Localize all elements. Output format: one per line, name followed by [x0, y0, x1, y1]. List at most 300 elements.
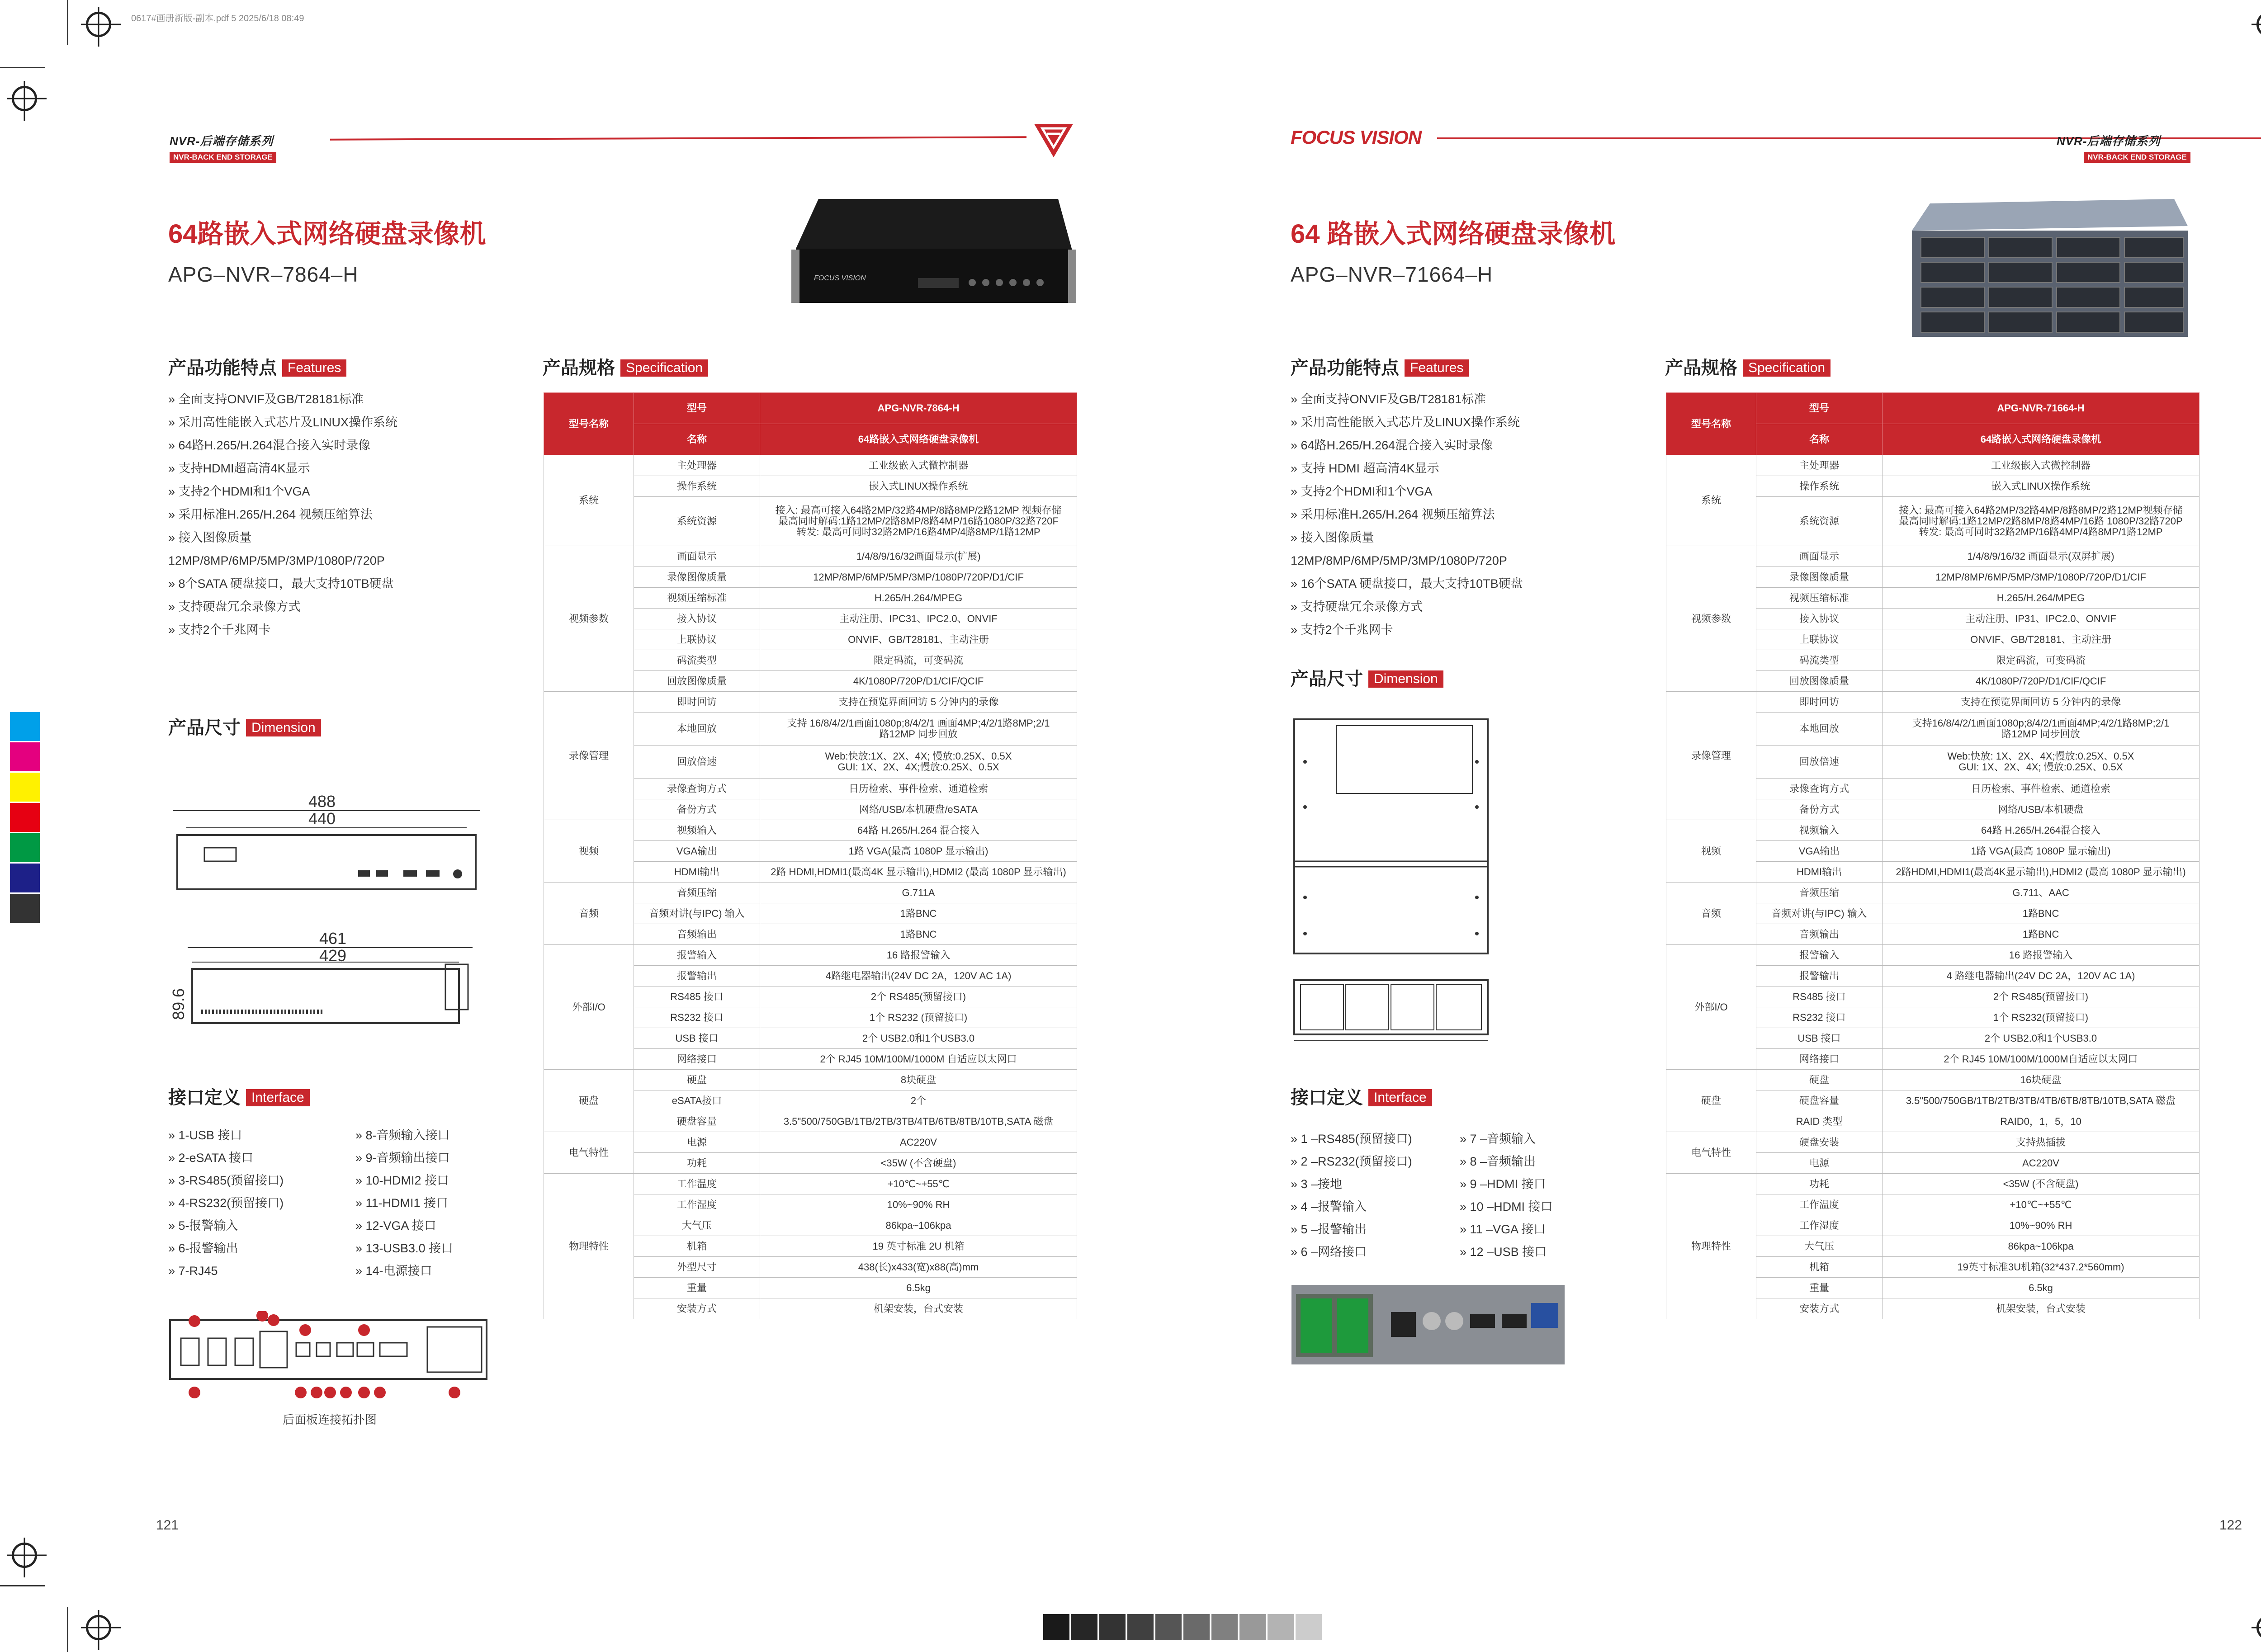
feature-item: » 接入图像质量 [168, 531, 252, 544]
spec-key-cell: 重量 [1756, 1278, 1883, 1298]
spec-key-cell: VGA输出 [1756, 841, 1883, 862]
spec-value-cell: 16 路报警输入 [760, 945, 1077, 966]
dim-depth-outer: 461 [319, 929, 347, 948]
spec-value-cell: 8块硬盘 [760, 1070, 1077, 1090]
spec-value-cell: +10℃~+55℃ [760, 1174, 1077, 1194]
spec-value-cell: 支持 16/8/4/2/1画面1080p;8/4/2/1 画面4MP;4/2/1路8MP;2/1 路12MP 同步回放 [760, 713, 1077, 746]
series-sublabel: NVR-BACK END STORAGE [2084, 152, 2190, 163]
feature-item: » 64路H.265/H.264混合接入实时录像 [1291, 439, 1493, 452]
svg-text:FOCUS VISION: FOCUS VISION [814, 274, 866, 282]
spec-value-cell: 1路 VGA(最高 1080P 显示输出) [1883, 841, 2200, 862]
spec-value-cell: 2路HDMI,HDMI1(最高4K显示输出),HDMI2 (最高 1080P 显示输出) [1883, 862, 2200, 883]
spec-tag: Specification [1743, 359, 1831, 377]
spec-key-cell: 回放倍速 [634, 746, 760, 779]
spec-key-cell: 码流类型 [634, 650, 760, 671]
print-header: 0617#画册新版-副本.pdf 5 2025/6/18 08:49 [131, 14, 304, 24]
spec-group-cell: 系统 [544, 455, 634, 546]
spec-value-cell: Web:快放:1X、2X、4X; 慢放:0.25X、0.5X GUI: 1X、2X、4X;慢放:0.25X、0.5X [760, 746, 1077, 779]
spec-value-cell: APG-NVR-7864-H [760, 393, 1077, 424]
spec-row [1666, 1174, 2200, 1194]
spec-value-cell: ONVIF、GB/T28181、主动注册 [760, 629, 1077, 650]
spec-key-cell: 硬盘 [1756, 1070, 1883, 1090]
spec-key-cell: 工作温度 [634, 1174, 760, 1194]
spec-value-cell: 16块硬盘 [1883, 1070, 2200, 1090]
interface-item: » 6 –网络接口 [1291, 1245, 1367, 1259]
spec-key-cell: 硬盘容量 [1756, 1090, 1883, 1111]
product-title: 64路嵌入式网络硬盘录像机 [168, 219, 486, 249]
dimension-heading: 产品尺寸 Dimension [1291, 665, 1443, 690]
spec-key-cell: 硬盘容量 [634, 1111, 760, 1132]
spec-key-cell: RS485 接口 [1756, 986, 1883, 1007]
feature-item: » 采用标准H.265/H.264 视频压缩算法 [1291, 508, 1495, 521]
spec-key-cell: 大气压 [1756, 1236, 1883, 1257]
spec-key-cell: 报警输入 [634, 945, 760, 966]
spec-value-cell: 3.5"500/750GB/1TB/2TB/3TB/4TB/6TB/8TB/10TB,SATA 磁盘 [1883, 1090, 2200, 1111]
spec-value-cell: 1路BNC [760, 924, 1077, 945]
spec-key-cell: 名称 [1756, 424, 1883, 455]
spec-value-cell: 438(长)x433(宽)x88(高)mm [760, 1257, 1077, 1278]
feature-item: » 支持HDMI超高清4K显示 [168, 462, 310, 475]
spec-key-cell: 名称 [634, 424, 760, 455]
spec-value-cell: 64路 H.265/H.264混合接入 [1883, 820, 2200, 841]
spec-heading: 产品规格 Specification [543, 354, 708, 379]
interface-item: » 3-RS485(预留接口) [168, 1174, 284, 1187]
front-view-drawing [168, 807, 485, 897]
spec-key-cell: 大气压 [634, 1215, 760, 1236]
interface-item: » 14-电源接口 [355, 1264, 432, 1278]
features-tag: Features [1405, 359, 1469, 377]
spec-key-cell: 音频输出 [634, 924, 760, 945]
interface-item: » 9 –HDMI 接口 [1460, 1177, 1546, 1191]
dimension-tag: Dimension [1368, 670, 1443, 688]
spec-group-cell: 音频 [544, 883, 634, 945]
features-heading: 产品功能特点 Features [168, 354, 346, 379]
spec-value-cell: 10%~90% RH [760, 1194, 1077, 1215]
spec-key-cell: RS232 接口 [634, 1007, 760, 1028]
spec-key-cell: 接入协议 [634, 609, 760, 629]
spec-table [1666, 392, 2200, 1319]
spec-value-cell: <35W (不含硬盘) [1883, 1174, 2200, 1194]
spec-key-cell: 音频输出 [1756, 924, 1883, 945]
feature-item: » 8个SATA 硬盘接口，最大支持10TB硬盘 [168, 577, 394, 590]
spec-table [544, 392, 1077, 1319]
interface-heading: 接口定义 Interface [168, 1083, 310, 1109]
spec-value-cell: <35W (不含硬盘) [760, 1153, 1077, 1174]
spec-value-cell: 支持在预览界面回访 5 分钟内的录像 [1883, 692, 2200, 713]
spec-key-cell: 音频压缩 [1756, 883, 1883, 903]
side-view-drawing [183, 944, 482, 1030]
header-rule [330, 136, 1026, 140]
spec-key-cell: 主处理器 [634, 455, 760, 476]
spec-key-cell: 回放倍速 [1756, 746, 1883, 779]
spec-key-cell: 本地回放 [1756, 713, 1883, 746]
spec-row [544, 1132, 1077, 1153]
spec-key-cell: 网络接口 [1756, 1049, 1883, 1070]
spec-value-cell: 64路 H.265/H.264 混合接入 [760, 820, 1077, 841]
spec-key-cell: 操作系统 [634, 476, 760, 497]
feature-item: 12MP/8MP/6MP/5MP/3MP/1080P/720P [1291, 554, 1507, 567]
feature-item: » 支持2个HDMI和1个VGA [168, 485, 310, 498]
spec-value-cell: AC220V [1883, 1153, 2200, 1174]
series-label: NVR-后端存储系列 [2057, 134, 2161, 148]
spec-key-cell: 工作湿度 [634, 1194, 760, 1215]
spec-key-cell: 型号 [1756, 393, 1883, 424]
spec-key-cell: VGA输出 [634, 841, 760, 862]
top-view-drawing [1291, 717, 1490, 956]
interface-item: » 13-USB3.0 接口 [355, 1241, 454, 1255]
spec-row [544, 455, 1077, 476]
spec-value-cell: 2个 USB2.0和1个USB3.0 [760, 1028, 1077, 1049]
rear-panel-diagram [167, 1311, 493, 1402]
rear-panel-caption: 后面板连接拓扑图 [283, 1413, 377, 1426]
feature-item: » 16个SATA 硬盘接口，最大支持10TB硬盘 [1291, 577, 1523, 590]
dim-height: 89.6 [169, 988, 188, 1020]
spec-value-cell: 限定码流，可变码流 [1883, 650, 2200, 671]
spec-group-cell: 系统 [1666, 455, 1756, 546]
spec-value-cell: 1/4/8/9/16/32画面显示(扩展) [760, 546, 1077, 567]
spec-key-cell: 录像查询方式 [1756, 779, 1883, 799]
spec-row [1666, 1132, 2200, 1153]
spec-key-cell: 机箱 [634, 1236, 760, 1257]
spec-value-cell: 4K/1080P/720P/D1/CIF/QCIF [1883, 671, 2200, 692]
spec-group-cell: 录像管理 [1666, 692, 1756, 820]
spec-value-cell: 主动注册、IP31、IPC2.0、ONVIF [1883, 609, 2200, 629]
spec-value-cell: 16 路报警输入 [1883, 945, 2200, 966]
spec-row [1666, 1070, 2200, 1090]
spec-value-cell: 2个 [760, 1090, 1077, 1111]
spec-row [544, 820, 1077, 841]
spec-value-cell: 网络/USB/本机硬盘 [1883, 799, 2200, 820]
series-sublabel: NVR-BACK END STORAGE [170, 152, 276, 163]
spec-row [1666, 883, 2200, 903]
spec-value-cell: 支持在预览界面回访 5 分钟内的录像 [760, 692, 1077, 713]
product-photo-nvr-3u [1903, 199, 2192, 344]
spec-key-cell: 安装方式 [1756, 1298, 1883, 1319]
spec-value-cell: G.711A [760, 883, 1077, 903]
spec-value-cell: G.711、AAC [1883, 883, 2200, 903]
spec-value-cell: 6.5kg [1883, 1278, 2200, 1298]
spec-key-cell: 画面显示 [634, 546, 760, 567]
spec-key-cell: 上联协议 [634, 629, 760, 650]
spec-key-cell: 工作湿度 [1756, 1215, 1883, 1236]
interface-item: » 1-USB 接口 [168, 1128, 242, 1142]
spec-key-cell: RAID 类型 [1756, 1111, 1883, 1132]
spec-row [1666, 820, 2200, 841]
spec-key-cell: RS485 接口 [634, 986, 760, 1007]
spec-key-cell: 码流类型 [1756, 650, 1883, 671]
spec-key-cell: 主处理器 [1756, 455, 1883, 476]
spec-key-cell: 视频压缩标准 [1756, 588, 1883, 609]
interface-item: » 2-eSATA 接口 [168, 1151, 254, 1165]
spec-value-cell: 机架安装，台式安装 [1883, 1298, 2200, 1319]
interface-list-col2 [1460, 1128, 1553, 1263]
spec-value-cell: 主动注册、IPC31、IPC2.0、ONVIF [760, 609, 1077, 629]
interface-item: » 11-HDMI1 接口 [355, 1196, 449, 1210]
spec-value-cell: 19 英寸标准 2U 机箱 [760, 1236, 1077, 1257]
spec-header-row [1666, 393, 2200, 424]
spec-tag: Specification [620, 359, 708, 377]
spec-key-cell: 备份方式 [634, 799, 760, 820]
spec-key-cell: 型号 [634, 393, 760, 424]
spec-row [544, 945, 1077, 966]
spec-group-cell: 外部I/O [1666, 945, 1756, 1070]
spec-key-cell: 重量 [634, 1278, 760, 1298]
spec-value-cell: 86kpa~106kpa [760, 1215, 1077, 1236]
spec-group-cell: 物理特性 [1666, 1174, 1756, 1319]
features-heading: 产品功能特点 Features [1291, 354, 1469, 379]
spec-value-cell: ONVIF、GB/T28181、主动注册 [1883, 629, 2200, 650]
dimension-heading: 产品尺寸 Dimension [168, 713, 321, 739]
spec-key-cell: eSATA接口 [634, 1090, 760, 1111]
interface-item: » 8-音频输入接口 [355, 1128, 450, 1142]
spec-key-cell: 即时回访 [1756, 692, 1883, 713]
product-title: 64 路嵌入式网络硬盘录像机 [1291, 219, 1616, 249]
spec-row [544, 1174, 1077, 1194]
spec-group-cell: 硬盘 [544, 1070, 634, 1132]
spec-value-cell: 网络/USB/本机硬盘/eSATA [760, 799, 1077, 820]
spec-value-cell: 2个 RS485(预留接口) [760, 986, 1077, 1007]
spec-group-cell: 视频参数 [1666, 546, 1756, 692]
interface-tag: Interface [246, 1089, 310, 1106]
front-view-drawing [1291, 976, 1490, 1043]
spec-value-cell: 1个 RS232(预留接口) [1883, 1007, 2200, 1028]
feature-item: » 采用高性能嵌入式芯片及LINUX操作系统 [1291, 415, 1520, 429]
brand-logo: FOCUS VISION [1291, 127, 1422, 148]
interface-item: » 8 –音频输出 [1460, 1155, 1536, 1168]
spec-row [544, 1070, 1077, 1090]
feature-item: » 全面支持ONVIF及GB/T28181标准 [1291, 392, 1486, 406]
interface-item: » 10-HDMI2 接口 [355, 1174, 449, 1187]
spec-key-cell: 录像图像质量 [1756, 567, 1883, 588]
spec-key-cell: 功耗 [634, 1153, 760, 1174]
spec-group-cell: 录像管理 [544, 692, 634, 820]
spec-row [1666, 455, 2200, 476]
features-list [1291, 388, 1523, 642]
spec-key-cell: 视频输入 [1756, 820, 1883, 841]
interface-heading: 接口定义 Interface [1291, 1083, 1432, 1109]
spec-key-cell: USB 接口 [634, 1028, 760, 1049]
interface-list-col1 [168, 1124, 284, 1282]
features-list [168, 388, 397, 642]
spec-group-cell: 外部I/O [544, 945, 634, 1070]
spec-key-cell: 音频对讲(与IPC) 输入 [1756, 903, 1883, 924]
spec-key-cell: 硬盘安装 [1756, 1132, 1883, 1153]
feature-item: » 支持2个千兆网卡 [1291, 623, 1393, 637]
spec-value-cell: H.265/H.264/MPEG [1883, 588, 2200, 609]
spec-group-cell: 型号名称 [544, 393, 634, 455]
spec-key-cell: 画面显示 [1756, 546, 1883, 567]
interface-item: » 7 –音频输入 [1460, 1132, 1536, 1146]
interface-item: » 9-音频输出接口 [355, 1151, 450, 1165]
product-model: APG–NVR–7864–H [168, 263, 359, 286]
interface-item: » 12 –USB 接口 [1460, 1245, 1547, 1259]
interface-item: » 5-报警输入 [168, 1219, 238, 1232]
spec-key-cell: 网络接口 [634, 1049, 760, 1070]
interface-item: » 2 –RS232(预留接口) [1291, 1155, 1412, 1168]
feature-item: » 64路H.265/H.264混合接入实时录像 [168, 439, 371, 452]
spec-value-cell: 19英寸标准3U机箱(32*437.2*560mm) [1883, 1257, 2200, 1278]
spec-key-cell: 功耗 [1756, 1174, 1883, 1194]
spec-value-cell: 1路BNC [760, 903, 1077, 924]
spec-key-cell: HDMI输出 [1756, 862, 1883, 883]
spec-key-cell: 录像图像质量 [634, 567, 760, 588]
spec-value-cell: AC220V [760, 1132, 1077, 1153]
dim-width-inner: 440 [308, 809, 336, 828]
feature-item: » 采用高性能嵌入式芯片及LINUX操作系统 [168, 415, 398, 429]
spec-group-cell: 物理特性 [544, 1174, 634, 1319]
spec-value-cell: 86kpa~106kpa [1883, 1236, 2200, 1257]
spec-value-cell: 12MP/8MP/6MP/5MP/3MP/1080P/720P/D1/CIF [760, 567, 1077, 588]
spec-value-cell: 2个 RS485(预留接口) [1883, 986, 2200, 1007]
interface-list-col1 [1291, 1128, 1412, 1263]
spec-value-cell: 1路 VGA(最高 1080P 显示输出) [760, 841, 1077, 862]
spec-key-cell: HDMI输出 [634, 862, 760, 883]
feature-item: » 采用标准H.265/H.264 视频压缩算法 [168, 508, 373, 521]
feature-item: » 接入图像质量 [1291, 531, 1374, 544]
feature-item: » 支持硬盘冗余录像方式 [1291, 600, 1423, 614]
spec-group-cell: 音频 [1666, 883, 1756, 945]
spec-value-cell: 支持热插拔 [1883, 1132, 2200, 1153]
spec-row [544, 883, 1077, 903]
spec-value-cell: 接入: 最高可接入64路2MP/32路4MP/8路8MP/2路12MP 视频存储 最高同时解码:1路12MP/2路8MP/8路4MP/16路1080P/32路720F 转发: 最高可同时32路2MP/16路4MP/4路8MP/1路12MP [760, 497, 1077, 546]
spec-group-cell: 视频参数 [544, 546, 634, 692]
spec-key-cell: 工作温度 [1756, 1194, 1883, 1215]
spec-key-cell: 电源 [634, 1132, 760, 1153]
spec-value-cell: 3.5"500/750GB/1TB/2TB/3TB/4TB/6TB/8TB/10TB,SATA 磁盘 [760, 1111, 1077, 1132]
interface-list-col2 [355, 1124, 453, 1282]
spec-value-cell: 机架安装，台式安装 [760, 1298, 1077, 1319]
spec-key-cell: 视频输入 [634, 820, 760, 841]
spec-value-cell: 64路嵌入式网络硬盘录像机 [1883, 424, 2200, 455]
feature-item: » 支持 HDMI 超高清4K显示 [1291, 462, 1439, 475]
series-label: NVR-后端存储系列 [170, 134, 274, 148]
interface-item: » 6-报警输出 [168, 1241, 238, 1255]
interface-item: » 3 –接地 [1291, 1177, 1343, 1191]
spec-value-cell: 嵌入式LINUX操作系统 [760, 476, 1077, 497]
spec-value-cell: 1路BNC [1883, 924, 2200, 945]
features-tag: Features [282, 359, 346, 377]
interface-tag: Interface [1368, 1089, 1432, 1106]
spec-key-cell: 系统资源 [1756, 497, 1883, 546]
spec-value-cell: 2个 USB2.0和1个USB3.0 [1883, 1028, 2200, 1049]
spec-value-cell: 6.5kg [760, 1278, 1077, 1298]
spec-heading: 产品规格 Specification [1665, 354, 1831, 379]
interface-item: » 4 –报警输入 [1291, 1200, 1367, 1213]
spec-key-cell: 机箱 [1756, 1257, 1883, 1278]
spec-group-cell: 硬盘 [1666, 1070, 1756, 1132]
interface-item: » 12-VGA 接口 [355, 1219, 436, 1232]
rear-panel-photo [1291, 1285, 1565, 1364]
spec-key-cell: USB 接口 [1756, 1028, 1883, 1049]
page-number: 121 [156, 1518, 179, 1533]
spec-value-cell: 64路嵌入式网络硬盘录像机 [760, 424, 1077, 455]
spec-key-cell: RS232 接口 [1756, 1007, 1883, 1028]
spec-value-cell: 4K/1080P/720P/D1/CIF/QCIF [760, 671, 1077, 692]
spec-row [1666, 546, 2200, 567]
spec-value-cell: H.265/H.264/MPEG [760, 588, 1077, 609]
interface-item: » 10 –HDMI 接口 [1460, 1200, 1553, 1213]
spec-key-cell: 硬盘 [634, 1070, 760, 1090]
spec-value-cell: 工业级嵌入式微控制器 [760, 455, 1077, 476]
spec-key-cell: 操作系统 [1756, 476, 1883, 497]
spec-key-cell: 音频对讲(与IPC) 输入 [634, 903, 760, 924]
spec-value-cell: 支持16/8/4/2/1画面1080p;8/4/2/1画面4MP;4/2/1路8MP;2/1 路12MP 同步回放 [1883, 713, 2200, 746]
spec-row [1666, 692, 2200, 713]
interface-item: » 4-RS232(预留接口) [168, 1196, 284, 1210]
spec-value-cell: 4 路继电器输出(24V DC 2A，120V AC 1A) [1883, 966, 2200, 986]
spec-value-cell: 日历检索、事件检索、通道检索 [760, 779, 1077, 799]
spec-key-cell: 回放图像质量 [1756, 671, 1883, 692]
spec-group-cell: 型号名称 [1666, 393, 1756, 455]
feature-item: 12MP/8MP/6MP/5MP/3MP/1080P/720P [168, 554, 385, 567]
spec-key-cell: 电源 [1756, 1153, 1883, 1174]
spec-value-cell: 日历检索、事件检索、通道检索 [1883, 779, 2200, 799]
spec-value-cell: 12MP/8MP/6MP/5MP/3MP/1080P/720P/D1/CIF [1883, 567, 2200, 588]
spec-value-cell: 限定码流，可变码流 [760, 650, 1077, 671]
spec-value-cell: APG-NVR-71664-H [1883, 393, 2200, 424]
dimension-tag: Dimension [246, 719, 321, 736]
feature-item: » 支持2个千兆网卡 [168, 623, 271, 637]
brand-shield-icon [1033, 123, 1074, 158]
spec-value-cell: 2个 RJ45 10M/100M/1000M自适应以太网口 [1883, 1049, 2200, 1070]
spec-group-cell: 电气特性 [544, 1132, 634, 1174]
spec-key-cell: 录像查询方式 [634, 779, 760, 799]
spec-key-cell: 报警输出 [1756, 966, 1883, 986]
spec-value-cell: 接入: 最高可接入64路2MP/32路4MP/8路8MP/2路12MP视频存储 最高同时解码:1路12MP/2路8MP/8路4MP/16路 1080P/32路720P 转发: 最高可同时32路2MP/16路4MP/4路8MP/1路12MP [1883, 497, 2200, 546]
interface-item: » 1 –RS485(预留接口) [1291, 1132, 1412, 1146]
spec-key-cell: 报警输入 [1756, 945, 1883, 966]
spec-key-cell: 本地回放 [634, 713, 760, 746]
interface-item: » 11 –VGA 接口 [1460, 1222, 1546, 1236]
spec-value-cell: +10℃~+55℃ [1883, 1194, 2200, 1215]
dim-depth-inner: 429 [319, 946, 347, 965]
spec-value-cell: RAID0，1，5，10 [1883, 1111, 2200, 1132]
spec-value-cell: 2个 RJ45 10M/100M/1000M 自适应以太网口 [760, 1049, 1077, 1070]
spec-group-cell: 视频 [544, 820, 634, 883]
spec-row [1666, 945, 2200, 966]
interface-item: » 5 –报警输出 [1291, 1222, 1367, 1236]
page-number: 122 [2219, 1518, 2242, 1533]
spec-value-cell: 1/4/8/9/16/32 画面显示(双屏扩展) [1883, 546, 2200, 567]
spec-value-cell: 工业级嵌入式微控制器 [1883, 455, 2200, 476]
spec-value-cell: 4路继电器输出(24V DC 2A，120V AC 1A) [760, 966, 1077, 986]
product-model: APG–NVR–71664–H [1291, 263, 1493, 286]
spec-row [544, 692, 1077, 713]
spec-key-cell: 接入协议 [1756, 609, 1883, 629]
spec-value-cell: 1路BNC [1883, 903, 2200, 924]
spec-group-cell: 视频 [1666, 820, 1756, 883]
spec-header-row [544, 393, 1077, 424]
spec-value-cell: Web:快放: 1X、2X、4X;慢放:0.25X、0.5X GUI: 1X、2X、4X; 慢放:0.25X、0.5X [1883, 746, 2200, 779]
product-photo-nvr-2u [787, 194, 1076, 307]
feature-item: » 全面支持ONVIF及GB/T28181标准 [168, 392, 364, 406]
spec-key-cell: 上联协议 [1756, 629, 1883, 650]
spec-key-cell: 安装方式 [634, 1298, 760, 1319]
spec-key-cell: 回放图像质量 [634, 671, 760, 692]
spec-key-cell: 音频压缩 [634, 883, 760, 903]
spec-group-cell: 电气特性 [1666, 1132, 1756, 1174]
spec-row [544, 546, 1077, 567]
spec-key-cell: 报警输出 [634, 966, 760, 986]
spec-key-cell: 外型尺寸 [634, 1257, 760, 1278]
interface-item: » 7-RJ45 [168, 1264, 218, 1278]
dim-width-outer: 488 [308, 792, 336, 811]
spec-value-cell: 嵌入式LINUX操作系统 [1883, 476, 2200, 497]
spec-key-cell: 即时回访 [634, 692, 760, 713]
spec-value-cell: 1个 RS232 (预留接口) [760, 1007, 1077, 1028]
spec-key-cell: 视频压缩标准 [634, 588, 760, 609]
feature-item: » 支持2个HDMI和1个VGA [1291, 485, 1433, 498]
